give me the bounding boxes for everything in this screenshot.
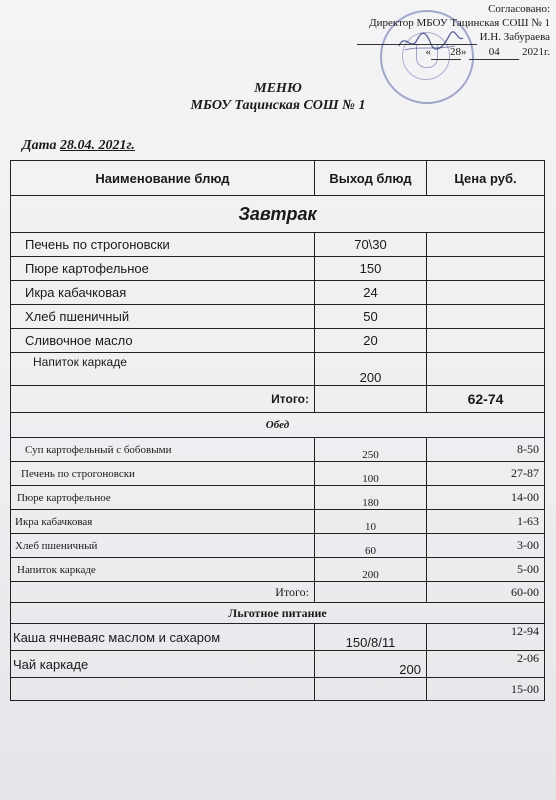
- section-breakfast: [11, 196, 545, 233]
- table-row: [11, 486, 545, 510]
- dish-output: 100: [315, 462, 427, 486]
- table-row: [11, 438, 545, 462]
- table-row: [11, 281, 545, 305]
- menu-title: [0, 80, 556, 114]
- total-price: 15-00: [427, 678, 545, 701]
- table-row: [11, 651, 545, 678]
- dish-price: [427, 353, 545, 386]
- dish-output: 200: [315, 651, 427, 678]
- dish-name: Пюре картофельное: [11, 257, 315, 281]
- dish-output: 70\30: [315, 233, 427, 257]
- total-label: [11, 678, 315, 701]
- table-row: [11, 624, 545, 651]
- dish-output: 180: [315, 486, 427, 510]
- total-output: [315, 678, 427, 701]
- approval-year: 2021г.: [521, 46, 550, 58]
- menu-date: [22, 138, 135, 154]
- dish-output: 200: [315, 558, 427, 582]
- dish-output: 60: [315, 534, 427, 558]
- dish-output: 250: [315, 438, 427, 462]
- dish-name: Чай каркаде: [11, 651, 315, 678]
- menu-table: [10, 160, 545, 701]
- table-row: [11, 534, 545, 558]
- dish-price: 3-00: [427, 534, 545, 558]
- total-label: Итого:: [11, 386, 315, 413]
- dish-name: Сливочное масло: [11, 329, 315, 353]
- total-price: 62-74: [427, 386, 545, 413]
- dish-name: Икра кабачковая: [11, 281, 315, 305]
- dish-price: [427, 233, 545, 257]
- dish-price: [427, 329, 545, 353]
- approval-signature-line: [290, 30, 550, 45]
- total-output: [315, 386, 427, 413]
- dish-output: 50: [315, 305, 427, 329]
- dish-price: 27-87: [427, 462, 545, 486]
- approval-block: [290, 2, 550, 60]
- section-breakfast-title: Завтрак: [11, 196, 545, 233]
- section-preferential: [11, 603, 545, 624]
- dish-output: 150: [315, 257, 427, 281]
- title-line-2: МБОУ Тацинская СОШ № 1: [190, 98, 366, 113]
- section-preferential-title: Льготное питание: [11, 603, 545, 624]
- dish-price: 5-00: [427, 558, 545, 582]
- total-label: Итого:: [11, 582, 315, 603]
- table-header-row: [11, 161, 545, 196]
- table-row: [11, 558, 545, 582]
- dish-name: Пюре картофельное: [11, 486, 315, 510]
- approval-heading: Согласовано:: [488, 3, 550, 15]
- date-label: Дата: [22, 138, 57, 153]
- table-row: [11, 257, 545, 281]
- dish-name: Печень по строгоновски: [11, 233, 315, 257]
- approval-date-line: « 28» 04 2021г.: [425, 46, 550, 58]
- table-row: [11, 329, 545, 353]
- dish-name: Печень по строгоновски: [11, 462, 315, 486]
- dish-price: 2-06: [427, 651, 545, 678]
- dish-name: Икра кабачковая: [11, 510, 315, 534]
- dish-price: [427, 281, 545, 305]
- dish-price: [427, 257, 545, 281]
- dish-price: 8-50: [427, 438, 545, 462]
- header-price: Цена руб.: [427, 161, 545, 196]
- dish-name: Напиток каркаде: [11, 353, 315, 386]
- lunch-total-row: [11, 582, 545, 603]
- total-output: [315, 582, 427, 603]
- table-row: [11, 510, 545, 534]
- title-line-1: МЕНЮ: [254, 81, 302, 96]
- dish-price: [427, 305, 545, 329]
- approval-month: 04: [469, 45, 519, 60]
- approval-position: Директор МБОУ Тацинская СОШ № 1: [369, 17, 550, 29]
- dish-price: 12-94: [427, 624, 545, 651]
- dish-output: 200: [315, 353, 427, 386]
- approval-day: 28: [431, 45, 461, 60]
- preferential-total-row: [11, 678, 545, 701]
- total-price: 60-00: [427, 582, 545, 603]
- section-lunch: [11, 413, 545, 438]
- dish-output: 150/8/11: [315, 624, 427, 651]
- table-row: [11, 233, 545, 257]
- table-row: [11, 305, 545, 329]
- dish-output: 10: [315, 510, 427, 534]
- dish-name: Хлеб пшеничный: [11, 534, 315, 558]
- dish-name: Хлеб пшеничный: [11, 305, 315, 329]
- breakfast-total-row: [11, 386, 545, 413]
- table-row: [11, 353, 545, 386]
- dish-price: 14-00: [427, 486, 545, 510]
- approval-name: И.Н. Забураева: [479, 31, 550, 43]
- dish-name: Напиток каркаде: [11, 558, 315, 582]
- section-lunch-title: Обед: [11, 413, 545, 438]
- table-row: [11, 462, 545, 486]
- dish-output: 24: [315, 281, 427, 305]
- header-output: Выход блюд: [315, 161, 427, 196]
- dish-price: 1-63: [427, 510, 545, 534]
- dish-name: Каша ячневаяс маслом и сахаром: [11, 624, 315, 651]
- dish-name: Суп картофельный с бобовыми: [11, 438, 315, 462]
- dish-output: 20: [315, 329, 427, 353]
- date-value: 28.04. 2021г.: [59, 138, 135, 153]
- header-dish-name: Наименование блюд: [11, 161, 315, 196]
